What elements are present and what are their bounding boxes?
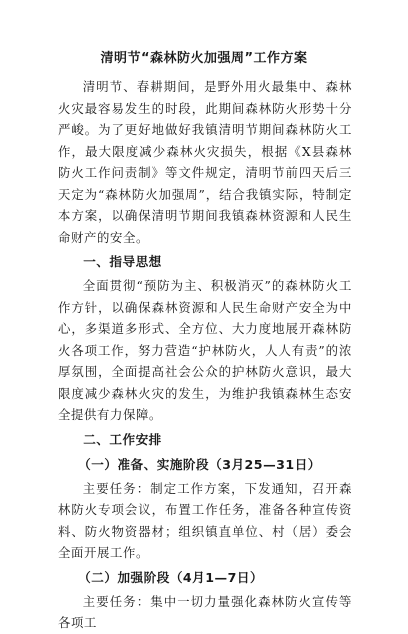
guiding-ideology-paragraph: 全面贯彻“预防为主、积极消灭”的森林防火工作方针，以确保森林资源和人民生命财产安全为中心，多渠道多形式、全方位、大力度地展开森林防火各项工作，努力营造“护林防火，人人有责”的浓厚氛围，全面提高社会公众的护林防火意识，最大限度减少森林火灾的发生，为维护我镇森林生态安全提供有力保障。 <box>58 278 352 422</box>
intro-paragraph: 清明节、春耕期间，是野外用火最集中、森林火灾最容易发生的时段，此期间森林防火形势十分严峻。为了更好地做好我镇清明节期间森林防火工作，最大限度减少森林火灾损失，根据《X县森林防火工作问责制》等文件规定，清明节前四天后三天定为“森林防火加强周”，结合我镇实际，特制定本方案，以确保清明节期间我镇森林资源和人民生命财产的安全。 <box>58 79 352 245</box>
strengthening-stage-paragraph: 主要任务：集中一切力量强化森林防火宣传等各项工 <box>58 593 352 630</box>
preparation-stage-paragraph: 主要任务：制定工作方案，下发通知，召开森林防火专项会议，布置工作任务，准备各种宣传资料、防火物资器材；组织镇直单位、村（居）委会全面开展工作。 <box>58 480 352 560</box>
subsection-heading-strengthening-stage: （二）加强阶段（4月1—7日） <box>78 569 264 585</box>
section-heading-guiding-ideology: 一、指导思想 <box>83 254 162 269</box>
subsection-heading-preparation-stage: （一）准备、实施阶段（3月25—31日） <box>78 456 321 472</box>
document-body <box>58 76 352 634</box>
document-title: 清明节“森林防火加强周”工作方案 <box>100 51 308 66</box>
section-heading-work-arrangement: 二、工作安排 <box>83 431 162 447</box>
